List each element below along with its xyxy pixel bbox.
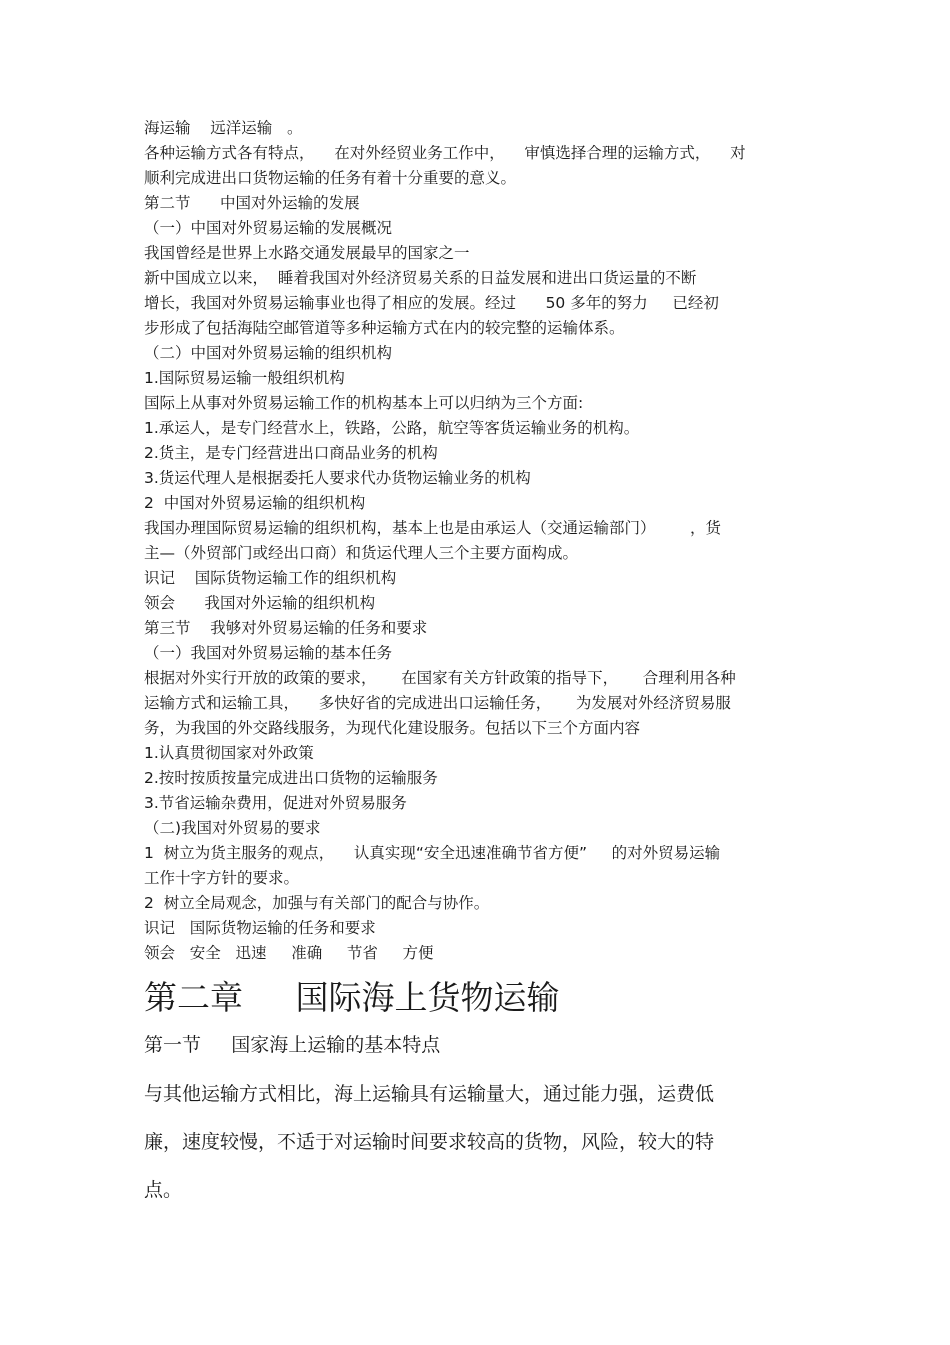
text-line: 工作十字方针的要求。 bbox=[144, 869, 300, 887]
text-line: 识记 国际货物运输工作的组织机构 bbox=[144, 569, 397, 587]
text-line: 根据对外实行开放的政策的要求， 在国家有关方针政策的指导下， 合理利用各种 bbox=[144, 669, 736, 687]
text-line: 运输方式和运输工具， 多快好省的完成进出口运输任务， 为发展对外经济贸易服 bbox=[144, 694, 731, 712]
text-line: 领会 安全 迅速 准确 节省 方便 bbox=[144, 944, 434, 962]
text-line: 主—（外贸部门或经出口商）和货运代理人三个主要方面构成。 bbox=[144, 544, 579, 562]
subsection-heading: （一）中国对外贸易运输的发展概况 bbox=[144, 219, 393, 237]
list-item: 3.节省运输杂费用，促进对外贸易服务 bbox=[144, 794, 407, 812]
text-line: 增长，我国对外贸易运输事业也得了相应的发展。经过 50 多年的努力 已经初 bbox=[144, 294, 719, 312]
text-line: 各种运输方式各有特点， 在对外经贸业务工作中， 审慎选择合理的运输方式， 对 bbox=[144, 144, 746, 162]
text-line: 2 中国对外贸易运输的组织机构 bbox=[144, 494, 366, 512]
paragraph-line: 点。 bbox=[144, 1179, 183, 1201]
list-item: 2.货主，是专门经营进出口商品业务的机构 bbox=[144, 444, 438, 462]
paragraph-line: 廉，速度较慢，不适于对运输时间要求较高的货物，风险，较大的特 bbox=[144, 1131, 715, 1153]
section-heading: 第二节 中国对外运输的发展 bbox=[144, 194, 360, 212]
text-line: 1 树立为货主服务的观点， 认真实现“安全迅速准确节省方便” 的对外贸易运输 bbox=[144, 844, 721, 862]
section-heading: 第三节 我够对外贸易运输的任务和要求 bbox=[144, 619, 428, 637]
text-line: 2 树立全局观念，加强与有关部门的配合与协作。 bbox=[144, 894, 490, 912]
list-item: 1.认真贯彻国家对外政策 bbox=[144, 744, 314, 762]
paragraph bbox=[144, 1070, 809, 1214]
text-line: 新中国成立以来， 睡着我国对外经济贸易关系的日益发展和进出口货运量的不断 bbox=[144, 269, 697, 287]
document-page bbox=[144, 116, 809, 1214]
subsection-heading: （二)我国对外贸易的要求 bbox=[144, 819, 321, 837]
subsection-heading: （一）我国对外贸易运输的基本任务 bbox=[144, 644, 393, 662]
text-line: 海运输 远洋运输 。 bbox=[144, 119, 303, 137]
section-title: 第一节 国家海上运输的基本特点 bbox=[144, 1034, 441, 1056]
list-item: 3.货运代理人是根据委托人要求代办货物运输业务的机构 bbox=[144, 469, 531, 487]
text-line: 识记 国际货物运输的任务和要求 bbox=[144, 919, 376, 937]
text-line: 我国办理国际贸易运输的组织机构，基本上也是由承运人（交通运输部门） ，货 bbox=[144, 519, 721, 537]
text-line: 1.国际贸易运输一般组织机构 bbox=[144, 369, 345, 387]
list-item: 2.按时按质按量完成进出口货物的运输服务 bbox=[144, 769, 438, 787]
subsection-heading: （二）中国对外贸易运输的组织机构 bbox=[144, 344, 393, 362]
list-item: 1.承运人，是专门经营水上，铁路，公路，航空等客货运输业务的机构。 bbox=[144, 419, 640, 437]
text-line: 步形成了包括海陆空邮管道等多种运输方式在内的较完整的运输体系。 bbox=[144, 319, 625, 337]
text-line: 我国曾经是世界上水路交通发展最早的国家之一 bbox=[144, 244, 470, 262]
paragraph-line: 与其他运输方式相比，海上运输具有运输量大，通过能力强，运费低 bbox=[144, 1083, 715, 1105]
text-line: 顺利完成进出口货物运输的任务有着十分重要的意义。 bbox=[144, 169, 517, 187]
text-line: 务，为我国的外交路线服务，为现代化建设服务。包括以下三个方面内容 bbox=[144, 719, 641, 737]
body-text bbox=[144, 116, 809, 966]
chapter-title: 第二章 国际海上货物运输 bbox=[144, 978, 560, 1017]
text-line: 国际上从事对外贸易运输工作的机构基本上可以归纳为三个方面: bbox=[144, 394, 584, 412]
text-line: 领会 我国对外运输的组织机构 bbox=[144, 594, 376, 612]
